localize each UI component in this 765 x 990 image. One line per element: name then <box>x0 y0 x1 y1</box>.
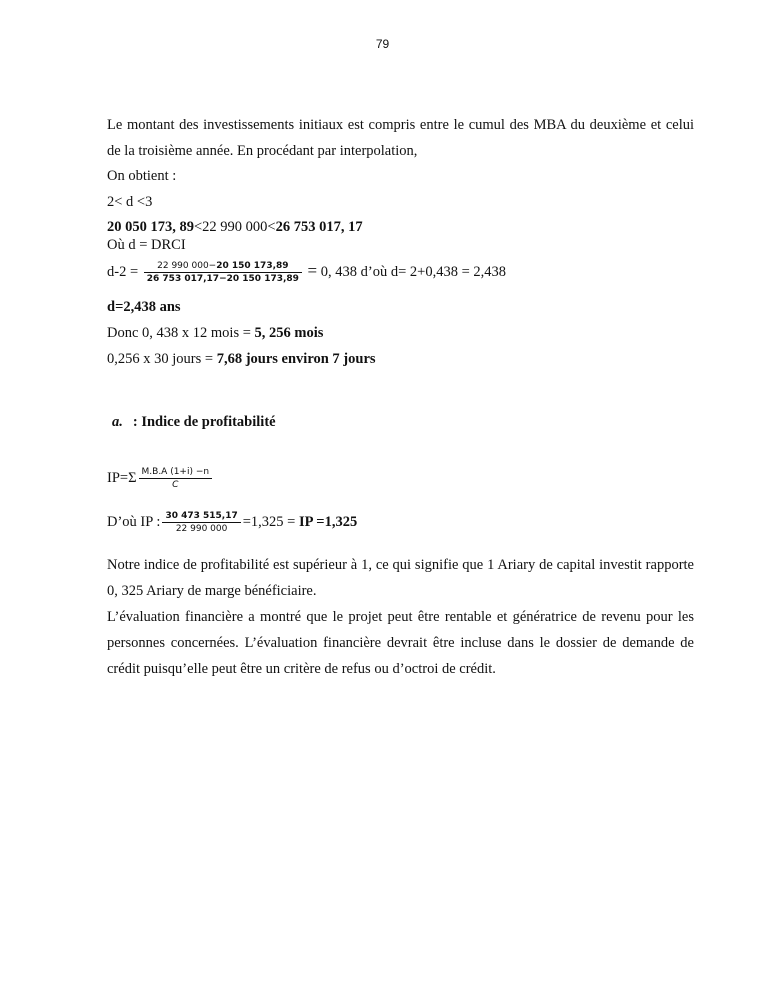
ip-result: IP =1,325 <box>298 513 358 530</box>
section-heading <box>112 414 276 431</box>
ip-calc-fraction <box>162 510 240 535</box>
intro-text: Le montant des investissements initiaux est compris entre le cumul des MBA du deuxième et celui de la troisième année. En procédant par interpolation, <box>107 117 694 159</box>
ip-denominator: C <box>172 480 179 490</box>
bound-mid: <22 990 000< <box>194 219 276 235</box>
interp-numerator: 22 990 000−20 150 173,89 <box>144 260 302 273</box>
bound-low: 20 050 173, 89 <box>107 219 194 235</box>
on-obtient: On obtient : <box>107 168 177 184</box>
interp-lhs: d-2 = <box>107 263 139 280</box>
ip-calc-mid: =1,325 = <box>242 513 299 530</box>
page-number: 79 <box>375 37 390 51</box>
ip-lhs: IP=Σ <box>107 469 137 486</box>
ip-numerator: M.B.A (1+i) −n <box>139 466 213 479</box>
ip-formula <box>107 466 214 491</box>
bounds-line <box>107 219 363 236</box>
conclusion-block <box>107 552 694 682</box>
ip-calc-denominator: 22 990 000 <box>175 524 228 534</box>
conclusion-paragraph-1: Notre indice de profitabilité est supérieur à 1, ce qui signifie que 1 Ariary de capital investit rapporte 0, 325 Ariary de marge bénéficiaire. <box>107 557 694 599</box>
interp-rhs: 0, 438 d’où d= 2+0,438 = 2,438 <box>320 263 507 280</box>
intro-paragraph <box>107 112 694 164</box>
conclusion-paragraph-2: L’évaluation financière a montré que le projet peut être rentable et génératrice de revenu pour les personnes concernées. L’évaluation financière devrait être incluse dans le dossier de demande de crédit puisqu’elle peut être un critère de refus ou d’octroi de crédit. <box>107 609 694 677</box>
ip-fraction <box>139 466 213 491</box>
ip-calc-lhs: D’où IP : <box>107 513 161 530</box>
section-marker: a. <box>112 414 123 430</box>
ip-calc-numerator: 30 473 515,17 <box>162 510 240 523</box>
days-line: 0,256 x 30 jours = 7,68 jours environ 7 jours <box>107 351 376 367</box>
bound-high: 26 753 017, 17 <box>275 219 363 235</box>
months-line: Donc 0, 438 x 12 mois = 5, 256 mois <box>107 325 324 341</box>
interp-denominator: 26 753 017,17−20 150 173,89 <box>146 274 299 284</box>
ip-calculation <box>107 510 357 535</box>
interpolation-formula <box>107 260 506 285</box>
ou-d: Où d = DRCI <box>107 237 186 253</box>
inequality: 2< d <3 <box>107 194 153 210</box>
section-title: : Indice de profitabilité <box>132 414 276 430</box>
interp-fraction <box>144 260 302 285</box>
interp-equals: = <box>307 260 318 280</box>
result-d: d=2,438 ans <box>107 299 181 315</box>
